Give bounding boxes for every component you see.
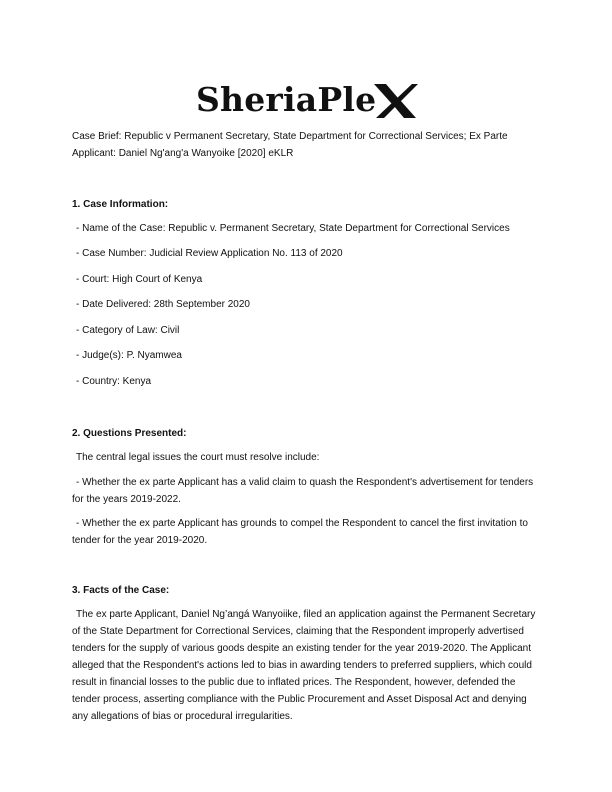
case-info-item: - Case Number: Judicial Review Application No. 113 of 2020 <box>76 248 343 259</box>
case-info-item: - Judge(s): P. Nyamwea <box>76 350 182 361</box>
logo-wordmark: SheriaPle <box>196 80 377 119</box>
question-item: - Whether the ex parte Applicant has a valid claim to quash the Respondent's advertisement for tenders for the years 2019-2022. <box>72 477 534 505</box>
questions-intro: The central legal issues the court must resolve include: <box>76 452 320 463</box>
case-info-item: - Court: High Court of Kenya <box>76 274 203 285</box>
section-heading-case-information: 1. Case Information: <box>72 199 169 210</box>
case-brief-title: Case Brief: Republic v Permanent Secretary, State Department for Correctional Services; Ex Parte Applicant: Daniel Ng'ang'a Wanyoike [2020] eKLR <box>72 131 508 159</box>
logo-x-mark-icon <box>372 82 418 120</box>
sheriaplex-logo <box>0 78 612 122</box>
case-info-item: - Name of the Case: Republic v. Permanent Secretary, State Department for Correctional Services <box>76 223 510 234</box>
case-info-item: - Category of Law: Civil <box>76 325 180 336</box>
section-heading-facts: 3. Facts of the Case: <box>72 585 170 596</box>
section-heading-questions-presented: 2. Questions Presented: <box>72 428 187 439</box>
question-item: - Whether the ex parte Applicant has grounds to compel the Respondent to cancel the first invitation to tender for the year 2019-2020. <box>72 518 528 546</box>
facts-paragraph: The ex parte Applicant, Daniel Ng’angá Wanyoiike, filed an application against the Permanent Secretary of the State Department for Correctional Services, claiming that the Respondent improperly advertised tenders for the supply of various goods despite an existing tender for the year 2019-2020. The Applicant alleged that the Respondent's actions led to bias in awarding tenders to preferred suppliers, which could result in financial losses to the public due to inflated prices. The Respondent, however, defended the tender process, asserting compliance with the Public Procurement and Asset Disposal Act and denying any allegations of bias or procedural irregularities. <box>72 609 536 722</box>
case-info-item: - Country: Kenya <box>76 376 152 387</box>
case-info-item: - Date Delivered: 28th September 2020 <box>76 299 250 310</box>
